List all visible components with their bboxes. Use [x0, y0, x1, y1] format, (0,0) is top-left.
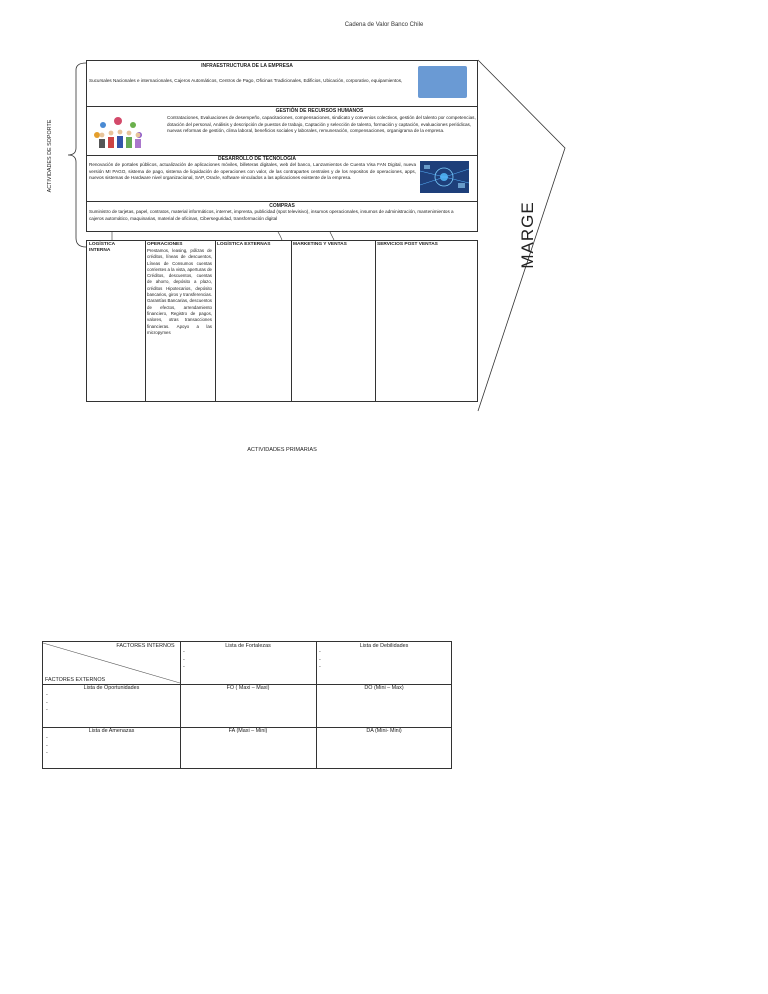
- connector-lines: [112, 232, 334, 240]
- strengths-list: - - -: [183, 649, 185, 670]
- margin-label: MARGE: [518, 201, 537, 269]
- fa-strategy-header: FA (Maxi – Mini): [228, 728, 268, 734]
- threats-header: Lista de Amenazas: [88, 728, 135, 734]
- primary-col-marketing-sales: [291, 241, 376, 401]
- infrastructure-section: [86, 60, 478, 107]
- technology-title: DESARROLLO DE TECNOLOGIA: [217, 156, 297, 162]
- do-strategy-header: DO (Mini – Max): [364, 685, 404, 691]
- support-activities-label: ACTIVIDADES DE SOPORTE: [47, 119, 53, 193]
- post-sales-title: SERVICIOS POST VENTAS: [377, 242, 438, 247]
- infrastructure-text: Sucursales Nacionales e internacionales, Cajeros Automáticos, Centros de Pago, Oficinas Tradicionales, Edificios, Ubicación, corporativo, equipamientos,: [89, 78, 403, 83]
- opportunities-header: Lista de Oportunidades: [83, 685, 140, 691]
- weaknesses-header: Lista de Debilidades: [359, 643, 409, 649]
- infrastructure-title: INFRAESTRUCTURA DE LA EMPRESA: [201, 63, 293, 69]
- opportunities-list: - - -: [46, 692, 48, 713]
- primary-col-post-sales: [375, 241, 477, 401]
- purchases-title: COMPRAS: [269, 203, 295, 209]
- primary-col-outbound-logistics: [215, 241, 292, 401]
- document-title: Cadena de Valor Banco Chile: [344, 22, 424, 28]
- internal-factors-label: FACTORES INTERNOS: [116, 643, 175, 649]
- marketing-sales-title: MARKETING Y VENTAS: [293, 242, 347, 247]
- primary-activities: [86, 240, 478, 402]
- weaknesses-list: - - -: [319, 649, 321, 670]
- threats-list: - - -: [46, 735, 48, 756]
- technology-section: [86, 156, 478, 202]
- outbound-logistics-title: LOGÍSTICA EXTERNAS: [217, 242, 271, 247]
- operations-title: OPERACIONES: [147, 242, 183, 247]
- operations-text: Prestamos, leasing, pólizas de créditos, líneas de descuentos, Líneas de Consumos cuentas corrientes a la vista, aperturas de Créditos, descuentos, cuentas de ahorro, depósito a plazo, créditos Hipotecarios, depósito bancarios, giros y transferencias. Garantías Bancarias, descuentos de efectos, arrendamiento financiero, Registro de pagos, valores, otras transacciones financieras. Apoyo a las micropymes: [147, 248, 212, 335]
- hr-title: GESTIÓN DE RECURSOS HUMANOS: [275, 108, 364, 114]
- hr-text: Contrataciones, Evaluaciones de desempeño, capacitaciones, compensaciones, sindicato y convenios colectivos, gestión del talento por competencias, dotación del personal, Análisis y descripción de puestos de trabajo, Captación y selección de talento, formación y captación, evaluaciones periódicas, nuevas reformas de gestión, clima laboral, beneficios sociales y laborales, remuneración, compensaciones, organigrama de la empresa.: [167, 115, 476, 134]
- purchases-section: [86, 202, 478, 232]
- external-factors-label: FACTORES EXTERNOS: [45, 677, 106, 683]
- primary-col-operations: [145, 241, 216, 401]
- purchases-text: Suministro de tarjetas, papel, contratos, material informáticos, internet, imprenta, publicidad (spot televisivo), insumos operacionales, insumos de administración, mantenimientos a cajeros automático, maquinarias, material de oficinas, Ciberseguridad, transformación digital: [89, 209, 454, 221]
- support-brace: [68, 63, 86, 247]
- inbound-logistics-title: LOGÍSTICA INTERNA: [89, 242, 115, 253]
- infrastructure-image: [418, 66, 467, 98]
- hr-section: [86, 107, 478, 156]
- strengths-header: Lista de Fortalezas: [225, 643, 271, 649]
- primary-col-inbound-logistics: [87, 241, 146, 401]
- hr-image: [91, 113, 146, 149]
- da-strategy-header: DA (Mini- Mini): [366, 728, 402, 734]
- technology-image: [420, 161, 469, 193]
- technology-text: Renovación de portales públicos, actualización de aplicaciones móviles, billeteras digitales, web del banco, Lanzamientos de Cuenta Visa FAN Digital, nueva versión MI PAGO, sistema de pago, sistema de liquidación de operaciones con valor, de las contrapartes centrales y de los repositos de operaciones, apps, nuevos sistemas de Hardware nivel organizacional, SAP, Oracle, software vinculados a las aplicaciones existente de la empresa.: [89, 162, 416, 181]
- fo-strategy-header: FO ( Maxi – Maxi): [226, 685, 270, 691]
- primary-activities-label: ACTIVIDADES PRIMARIAS: [247, 447, 317, 453]
- swot-matrix: [42, 641, 452, 769]
